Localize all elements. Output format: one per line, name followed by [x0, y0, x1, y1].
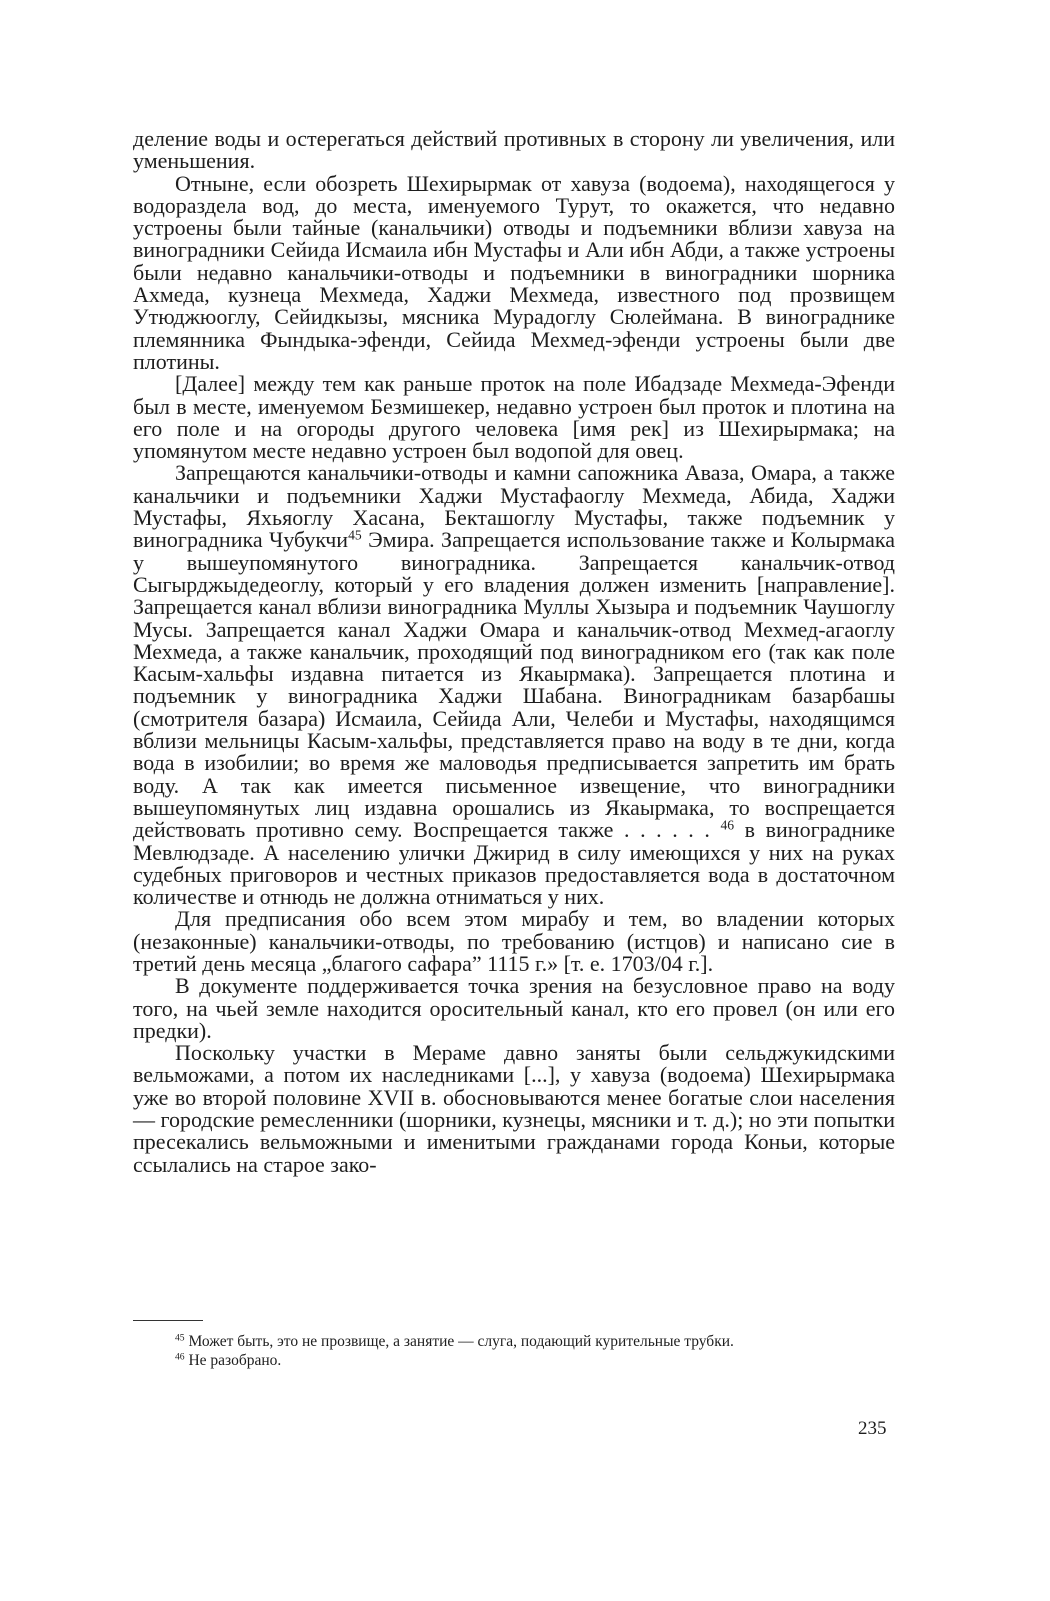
paragraph-continuation: деление воды и остерегаться действий противных в сторону ли увеличения, или уменьшения. [133, 126, 895, 174]
prohibitions-text-2: Эмира. Запрещается использование также и Колырмака у вышеупомянутого виноградника. Запрещается канальчик-отвод Сыгырджыдедеоглу, который у его владения должен изменить [направление]. Запрещается канал вблизи виноградника Муллы Хызыра и подъемник Чаушоглу Мусы. Запрещается канал Хаджи Омара и канальчик-отвод Мехмед-агаоглу Мехмеда, а также канальчик, проходящий под виноградником его (так как поле Касым-хальфы издавна питается из Якаырмака). Запрещается плотина и подъемник у виноградника Хаджи Шабана. Виноградникам базарбашы (смотрителя базара) Исмаила, Сейида Али, Челеби и Мустафы, находящимся вблизи мельницы Касым-хальфы, представляется право на воду в те дни, когда вода в изобилии; во время же маловодья предписывается запретить им брать воду. А так как имеется письменное извещение, что виноградники вышеупомянутых лиц издавна орошались из Якаырмака, то воспрещается действовать противно сему. Воспрещается также . . . . . . [133, 527, 895, 843]
footnote-46-mark: 46 [175, 1351, 185, 1363]
paragraph-shehirirmak: Отныне, если обозреть Шехирырмак от хавуза (водоема), находящегося у водораздела вод, до места, именуемого Турут, то окажется, что недавно устроены были тайные (канальчики) отводы и подъемники вблизи хавуза на виноградники Сейида Исмаила ибн Мустафы и Али ибн Абди, а также устроены были недавно канальчики-отводы и подъемники в виноградники шорника Ахмеда, кузнеца Мехмеда, Хаджи Мехмеда, известного под прозвищем Утюджюоглу, Сейидкызы, мясника Мурадоглу Сюлеймана. В винограднике племянника Фындыка-эфенди, Сейида Мехмед-эфенди устроены были две плотины. [133, 170, 895, 374]
paragraph-prohibitions [133, 462, 895, 908]
main-text [133, 128, 895, 1176]
footnote-ref-46: 46 [720, 817, 735, 833]
footnote-45-text: Может быть, это не прозвище, а занятие — слуга, подающий курительные трубки. [188, 1333, 734, 1350]
footnote-46-text: Не разобрано. [188, 1351, 282, 1369]
footnote-46 [133, 1352, 895, 1371]
paragraph-prescription: Для предписания обо всем этом мирабу и тем, во владении которых (незаконные) канальчики-отводы, по требованию (истцов) и написано сие в третий день месяца „благого сафара” 1115 г.» [т. е. 1703/04 г.]. [133, 906, 895, 976]
paragraph-document-view: В документе поддерживается точка зрения на безусловное право на воду того, на чьей земле находится оросительный канал, кто его провел (он или его предки). [133, 973, 895, 1043]
paragraph-meram: Поскольку участки в Мераме давно заняты были сельджукидскими вельможами, а потом их наследниками [...], у хавуза (водоема) Шехирырмака уже во второй половине XVII в. обосновываются менее богатые слои населения — городские ремесленники (шорники, кузнецы, мясники и т. д.); но эти попытки пресекались вельможными и именитыми гражданами города Коньи, которые ссылались на старое зако- [133, 1040, 895, 1177]
prohibitions-text-1: Запрещаются канальчики-отводы и камни сапожника Аваза, Омара, а также канальчики и подъемники Хаджи Мустафаоглу Мехмеда, Абида, Хаджи Мустафы, Яхьяоглу Хасана, Бекташоглу Мустафы, также подъемник у виноградника Чубукчи [133, 460, 895, 553]
footnote-45-mark: 45 [175, 1332, 185, 1344]
paragraph-ibadzade: [Далее] между тем как раньше проток на поле Ибадзаде Мехмеда-Эфенди был в месте, именуемом Безмишекер, недавно устроен был проток и плотина на его поле и на огороды другого человека [имя рек] из Шехирырмака; на упомянутом месте недавно устроен был водопой для овец. [133, 371, 895, 464]
prohibitions-text-3: в винограднике Мевлюдзаде. А населению улички Джирид в силу имеющихся у них на руках судебных приговоров и честных приказов предоставляется вода в достаточном количестве и отнюдь не должна отниматься у них. [133, 817, 896, 910]
footnotes [133, 1333, 895, 1370]
page-number: 235 [858, 1418, 887, 1439]
footnote-45 [133, 1333, 895, 1352]
footnote-separator [133, 1320, 203, 1321]
footnote-ref-45: 45 [348, 527, 362, 543]
